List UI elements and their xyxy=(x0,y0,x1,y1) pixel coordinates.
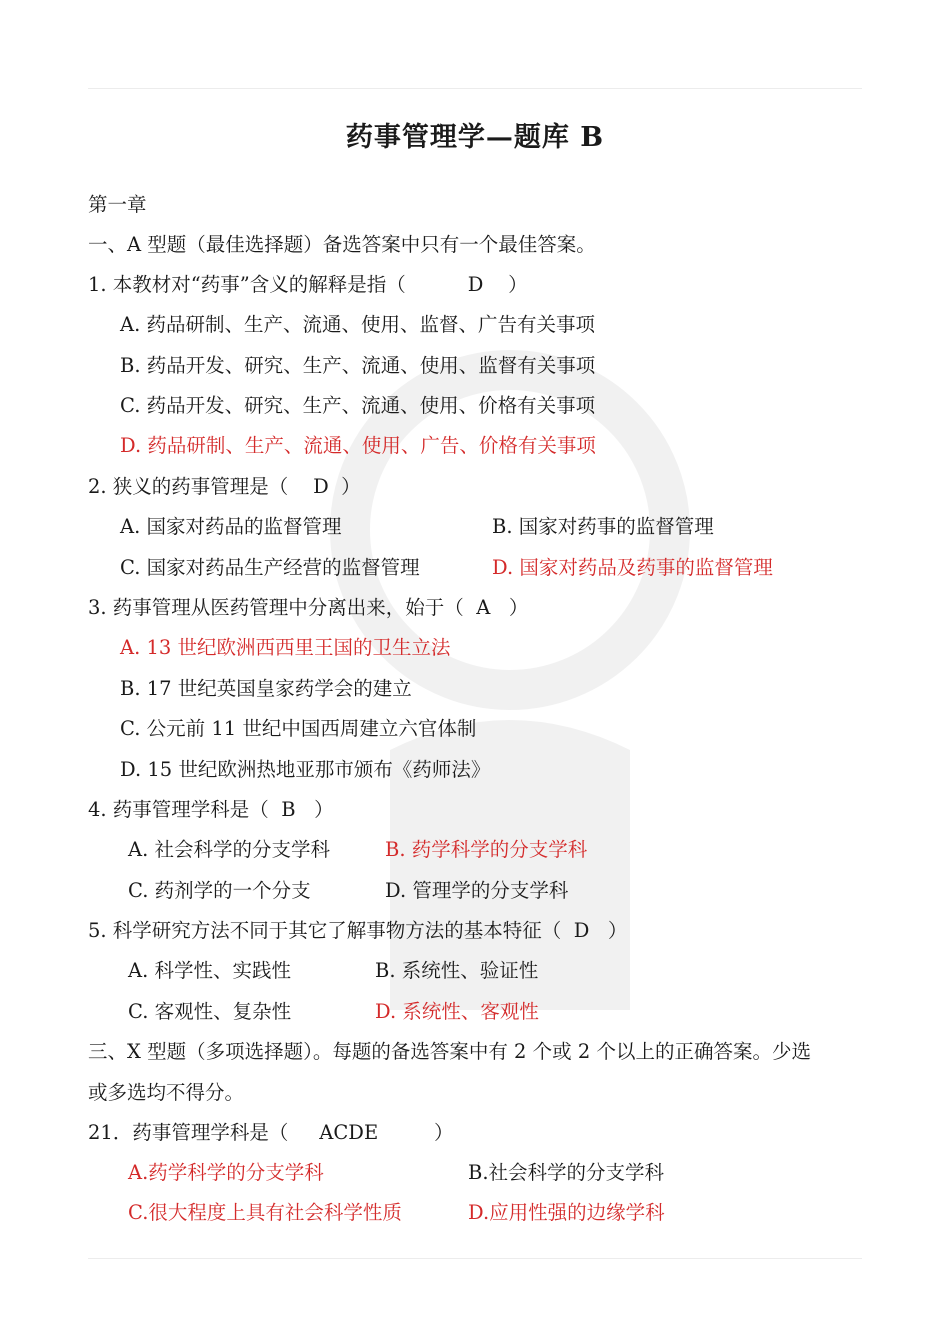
q4-option-a: A. 社会科学的分支学科 xyxy=(128,838,330,861)
q5-option-b: B. 系统性、验证性 xyxy=(375,959,539,982)
q3-option-a-correct: A. 13 世纪欧洲西西里王国的卫生立法 xyxy=(120,636,451,659)
q4-stem: 4. 药事管理学科是（ B ） xyxy=(88,798,334,821)
q1-option-a: A. 药品研制、生产、流通、使用、监督、广告有关事项 xyxy=(120,313,595,336)
q5-option-d-correct: D. 系统性、客观性 xyxy=(375,1000,539,1023)
q2-option-c: C. 国家对药品生产经营的监督管理 xyxy=(120,556,420,579)
q21-option-b: B.社会科学的分支学科 xyxy=(468,1161,665,1184)
header-rule xyxy=(88,88,862,89)
section-x-heading-cont: 或多选均不得分。 xyxy=(88,1081,245,1104)
q2-option-b: B. 国家对药事的监督管理 xyxy=(492,515,714,538)
q21-option-d-correct: D.应用性强的边缘学科 xyxy=(468,1201,665,1224)
q4-option-c: C. 药剂学的一个分支 xyxy=(128,879,311,902)
q5-option-c: C. 客观性、复杂性 xyxy=(128,1000,292,1023)
q4-option-b-correct: B. 药学科学的分支学科 xyxy=(385,838,588,861)
q3-option-c: C. 公元前 11 世纪中国西周建立六官体制 xyxy=(120,717,477,740)
section-a-heading: 一、A 型题（最佳选择题）备选答案中只有一个最佳答案。 xyxy=(88,233,596,256)
q21-option-a-correct: A.药学科学的分支学科 xyxy=(128,1161,324,1184)
q2-stem: 2. 狭义的药事管理是（ D ） xyxy=(88,475,361,498)
q1-option-b: B. 药品开发、研究、生产、流通、使用、监督有关事项 xyxy=(120,354,596,377)
chapter-heading: 第一章 xyxy=(88,193,147,216)
q1-stem: 1. 本教材对“药事”含义的解释是指（ D ） xyxy=(88,273,528,296)
q1-option-c: C. 药品开发、研究、生产、流通、使用、价格有关事项 xyxy=(120,394,596,417)
section-x-heading: 三、X 型题（多项选择题）。每题的备选答案中有 2 个或 2 个以上的正确答案。少选 xyxy=(88,1040,811,1063)
q4-option-d: D. 管理学的分支学科 xyxy=(385,879,569,902)
footer-rule xyxy=(88,1258,862,1259)
q2-option-a: A. 国家对药品的监督管理 xyxy=(120,515,342,538)
q1-option-d-correct: D. 药品研制、生产、流通、使用、广告、价格有关事项 xyxy=(120,434,596,457)
q5-option-a: A. 科学性、实践性 xyxy=(128,959,291,982)
q3-stem: 3. 药事管理从医药管理中分离出来，始于（ A ） xyxy=(88,596,529,619)
page-title: 药事管理学—题库 B xyxy=(345,122,605,153)
q21-option-c-correct: C.很大程度上具有社会科学性质 xyxy=(128,1201,402,1224)
q5-stem: 5. 科学研究方法不同于其它了解事物方法的基本特征（ D ） xyxy=(88,919,628,942)
q3-option-d: D. 15 世纪欧洲热地亚那市颁布《药师法》 xyxy=(120,758,491,781)
q2-option-d-correct: D. 国家对药品及药事的监督管理 xyxy=(492,556,773,579)
q3-option-b: B. 17 世纪英国皇家药学会的建立 xyxy=(120,677,412,700)
q21-stem: 21．药事管理学科是（ ACDE ） xyxy=(88,1121,454,1144)
